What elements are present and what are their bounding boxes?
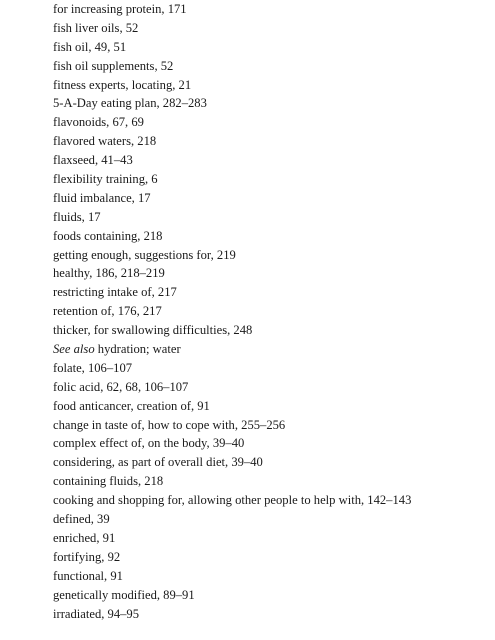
index-entry: flexibility training, 6 (53, 172, 158, 187)
index-entry: foods containing, 218 (53, 228, 163, 243)
index-entry: food anticancer, creation of, 91 (53, 398, 210, 413)
index-entry: for increasing protein, 171 (53, 2, 187, 16)
index-entry: considering, as part of overall diet, 39–40 (53, 455, 263, 470)
index-entry: fitness experts, locating, 21 (53, 77, 192, 92)
index-entry: cooking and shopping for, allowing other people to help with, 142–143 (53, 493, 412, 508)
index-entry: thicker, for swallowing difficulties, 248 (53, 323, 253, 338)
index-entry: flavored waters, 218 (53, 134, 157, 149)
see-also-entry (53, 340, 493, 359)
index-entry: healthy, 186, 218–219 (53, 266, 165, 281)
index-entry: irradiated, 94–95 (53, 606, 140, 621)
index-entry: folic acid, 62, 68, 106–107 (53, 379, 189, 394)
index-entry: enriched, 91 (53, 530, 116, 545)
index-entry: fish oil, 49, 51 (53, 39, 127, 54)
index-entry: genetically modified, 89–91 (53, 587, 195, 602)
index-entry: restricting intake of, 217 (53, 285, 177, 300)
see-also-text: hydration; water (94, 342, 181, 357)
index-entry: containing fluids, 218 (53, 474, 164, 489)
index-entry: 5-A-Day eating plan, 282–283 (53, 96, 207, 111)
index-entry: complex effect of, on the body, 39–40 (53, 436, 245, 451)
index-entry: flaxseed, 41–43 (53, 153, 133, 168)
index-entry: defined, 39 (53, 512, 110, 527)
index-entry: change in taste of, how to cope with, 255–256 (53, 417, 286, 432)
index-entry: getting enough, suggestions for, 219 (53, 247, 236, 262)
index-entry: functional, 91 (53, 568, 123, 583)
index-entry: fluid imbalance, 17 (53, 190, 151, 205)
index-entry: flavonoids, 67, 69 (53, 115, 144, 130)
index-entry: retention of, 176, 217 (53, 304, 162, 319)
index-entry: fluids, 17 (53, 209, 101, 224)
index-page (53, 0, 493, 623)
index-entry: fish liver oils, 52 (53, 20, 139, 35)
see-also-label: See also (53, 342, 95, 357)
index-entry: fish oil supplements, 52 (53, 58, 174, 73)
index-entry: folate, 106–107 (53, 360, 133, 375)
index-entry: fortifying, 92 (53, 549, 121, 564)
